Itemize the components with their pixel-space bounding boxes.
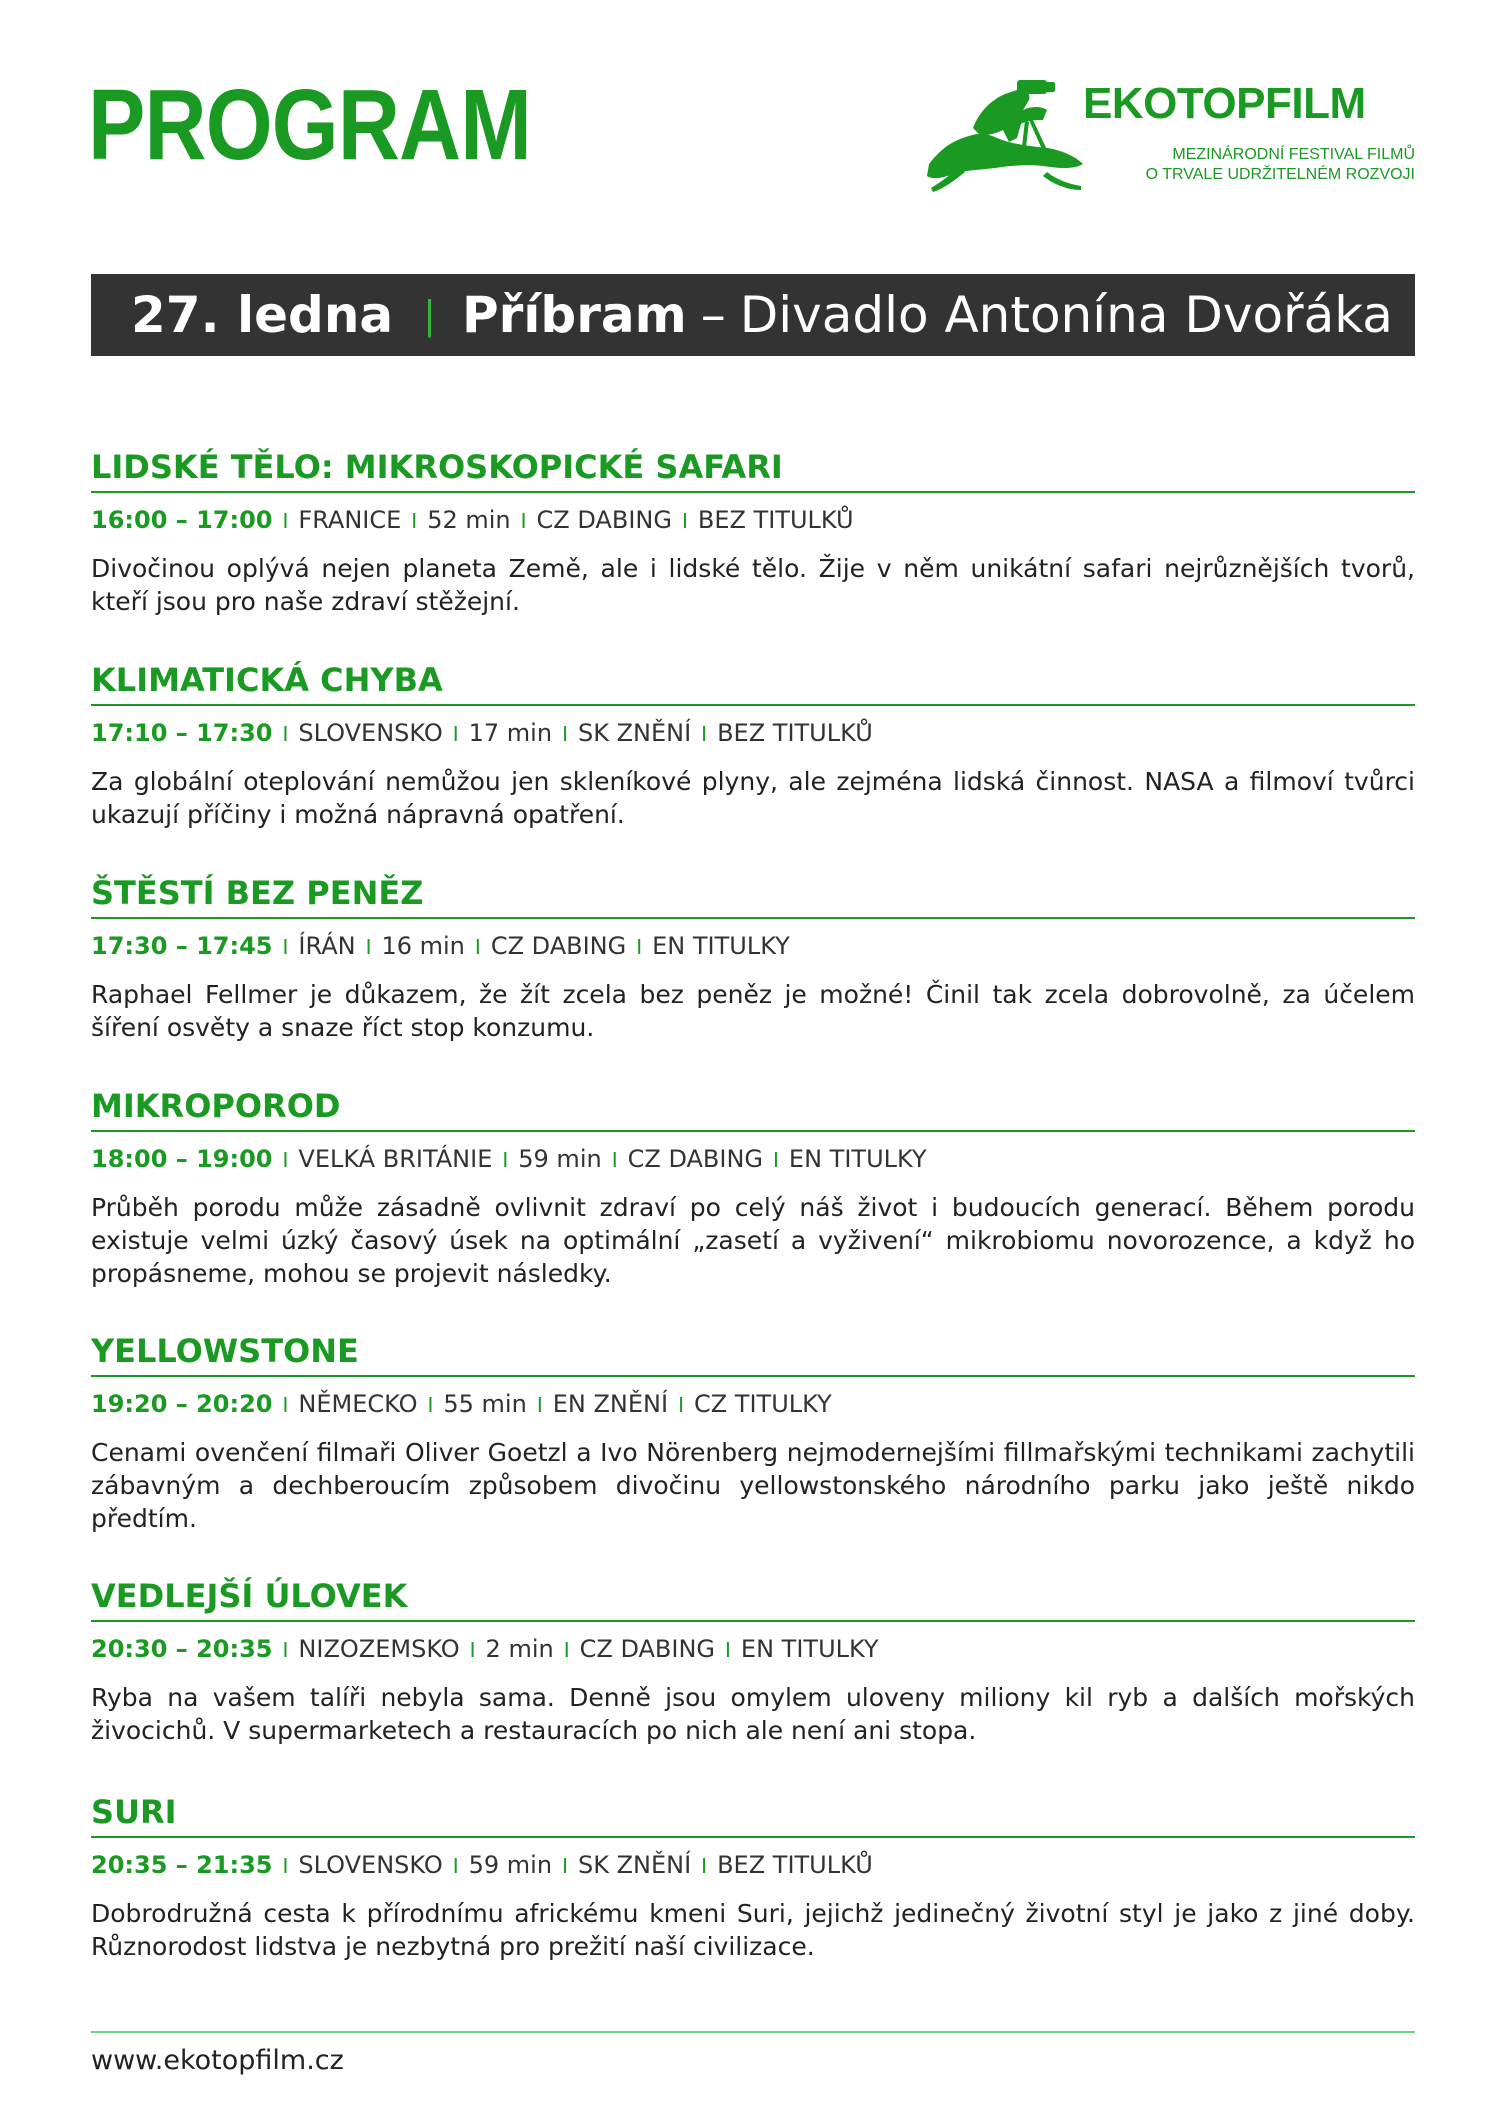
film-description: Ryba na vašem talíři nebyla sama. Denně jsou omylem uloveny miliony kil ryb a dalších mořských živocichů. V supermarketech a restauracích po nich ale není ani stopa. — [91, 1683, 1415, 1745]
event-city: Příbram — [461, 286, 687, 344]
film-language: EN ZNĚNÍ — [552, 1390, 669, 1418]
film-meta — [91, 1632, 1415, 1667]
ekotopfilm-logo — [925, 76, 1415, 201]
meta-separator: I — [411, 509, 418, 533]
meta-separator: I — [282, 509, 289, 533]
banner-divider: | — [423, 293, 436, 337]
film-duration: 59 min — [468, 1851, 553, 1879]
event-date: 27. ledna — [131, 286, 394, 344]
film-language: CZ DABING — [536, 506, 672, 534]
film-time: 16:00 – 17:00 — [91, 506, 273, 534]
logo-name: EKOTOPFILM — [1083, 79, 1366, 128]
banner-dash: – — [700, 286, 726, 344]
meta-separator: I — [611, 1148, 618, 1172]
meta-separator: I — [562, 722, 568, 746]
film-title: VEDLEJŠÍ ÚLOVEK — [91, 1574, 1415, 1622]
film-country: NĚMECKO — [298, 1390, 418, 1418]
film-meta — [91, 1142, 1415, 1177]
event-venue: Divadlo Antonína Dvořáka — [739, 286, 1393, 344]
film-subtitles: CZ TITULKY — [693, 1390, 832, 1418]
meta-separator: I — [469, 1638, 476, 1662]
meta-separator: I — [636, 935, 643, 959]
film-title: LIDSKÉ TĚLO: MIKROSKOPICKÉ SAFARI — [91, 445, 1415, 493]
film-subtitles: BEZ TITULKŮ — [717, 1851, 873, 1879]
footer-divider — [91, 2031, 1415, 2033]
film-language: CZ DABING — [627, 1145, 764, 1173]
film-language: CZ DABING — [579, 1635, 716, 1663]
film-language: SK ZNĚNÍ — [577, 1851, 692, 1879]
film-title: SURI — [91, 1790, 1415, 1838]
film-time: 19:20 – 20:20 — [91, 1390, 273, 1418]
meta-separator: I — [520, 509, 527, 533]
film-description: Průběh porodu může zásadně ovlivnit zdraví po celý náš život i budoucích generací. Během porodu existuje velmi úzký časový úsek na optimální „zasetí a vyživení“ mikrobiomu novorozence, a když ho propásneme, mohou se projevit následky. — [91, 1193, 1415, 1288]
film-description: Dobrodružná cesta k přírodnímu africkému kmeni Suri, jejichž jedinečný životní styl je jako z jiné doby. Různorodost lidstva je nezbytná pro prežití naší civilizace. — [91, 1899, 1415, 1961]
meta-separator: I — [282, 722, 289, 746]
meta-separator: I — [427, 1393, 434, 1417]
film-description: Divočinou oplývá nejen planeta Země, ale i lidské tělo. Žije v něm unikátní safari nejrůznějších tvorů, kteří jsou pro naše zdraví stěžejní. — [91, 554, 1415, 616]
film-country: SLOVENSKO — [298, 1851, 443, 1879]
meta-separator: I — [502, 1148, 509, 1172]
meta-separator: I — [282, 1148, 289, 1172]
meta-separator: I — [536, 1393, 543, 1417]
meta-separator: I — [282, 1393, 289, 1417]
film-country: NIZOZEMSKO — [298, 1635, 460, 1663]
meta-separator: I — [452, 722, 459, 746]
footer-url-link[interactable]: www.ekotopfilm.cz — [91, 2045, 344, 2076]
film-duration: 52 min — [427, 506, 511, 534]
logo-subtitle-line1: MEZINÁRODNÍ FESTIVAL FILMŮ — [1172, 146, 1415, 163]
meta-separator: I — [725, 1638, 731, 1662]
film-country: VELKÁ BRITÁNIE — [298, 1145, 493, 1173]
meta-separator: I — [562, 1854, 568, 1878]
film-meta — [91, 503, 1415, 538]
meta-separator: I — [282, 1638, 289, 1662]
film-entry — [91, 1329, 1415, 1535]
film-language: SK ZNĚNÍ — [577, 719, 692, 747]
film-title: KLIMATICKÁ CHYBA — [91, 658, 1415, 706]
film-title: MIKROPOROD — [91, 1084, 1415, 1132]
film-duration: 55 min — [443, 1390, 527, 1418]
film-meta — [91, 1387, 1415, 1422]
meta-separator: I — [282, 1854, 289, 1878]
film-entry — [91, 1084, 1415, 1290]
film-entry — [91, 871, 1415, 1044]
meta-separator: I — [563, 1638, 570, 1662]
film-subtitles: BEZ TITULKŮ — [717, 719, 873, 747]
logo-subtitle-line2: O TRVALE UDRŽITELNÉM ROZVOJI — [1145, 166, 1415, 183]
meta-separator: I — [681, 509, 688, 533]
film-subtitles: EN TITULKY — [788, 1145, 927, 1173]
film-meta — [91, 1848, 1415, 1883]
film-title: YELLOWSTONE — [91, 1329, 1415, 1377]
film-meta — [91, 716, 1415, 751]
meta-separator: I — [701, 1854, 708, 1878]
event-banner — [91, 274, 1415, 356]
film-country: SLOVENSKO — [298, 719, 443, 747]
meta-separator: I — [474, 935, 481, 959]
film-subtitles: BEZ TITULKŮ — [697, 506, 854, 534]
film-subtitles: EN TITULKY — [740, 1635, 879, 1663]
meta-separator: I — [365, 935, 372, 959]
film-entry — [91, 1574, 1415, 1747]
film-subtitles: EN TITULKY — [652, 932, 790, 960]
meta-separator: I — [678, 1393, 684, 1417]
meta-separator: I — [282, 935, 289, 959]
film-country: ÍRÁN — [298, 932, 356, 960]
film-time: 17:10 – 17:30 — [91, 719, 273, 747]
page-title: PROGRAM — [88, 69, 532, 181]
film-duration: 17 min — [468, 719, 553, 747]
meta-separator: I — [701, 722, 708, 746]
film-description: Cenami ovenčení filmaři Oliver Goetzl a Ivo Nörenberg nejmodernejšími fillmařskými technikami zachytili zábavným a dechberoucím způsobem divočinu yellowstonského národního parku jako ještě nikdo předtím. — [91, 1438, 1415, 1533]
film-entry — [91, 658, 1415, 831]
film-country: FRANICE — [298, 506, 402, 534]
film-time: 20:30 – 20:35 — [91, 1635, 273, 1663]
film-language: CZ DABING — [490, 932, 627, 960]
film-duration: 16 min — [381, 932, 465, 960]
film-description: Za globální oteplování nemůžou jen skleníkové plyny, ale zejména lidská činnost. NASA a filmoví tvůrci ukazují příčiny i možná nápravná opatření. — [91, 767, 1415, 829]
cameraman-logo-icon — [925, 76, 1085, 201]
film-entry — [91, 1790, 1415, 1963]
film-meta — [91, 929, 1415, 964]
film-entry — [91, 445, 1415, 618]
film-duration: 59 min — [518, 1145, 602, 1173]
film-time: 20:35 – 21:35 — [91, 1851, 273, 1879]
film-title: ŠTĚSTÍ BEZ PENĚZ — [91, 871, 1415, 919]
film-time: 18:00 – 19:00 — [91, 1145, 273, 1173]
film-description: Raphael Fellmer je důkazem, že žít zcela bez peněz je možné! Činil tak zcela dobrovolně, za účelem šíření osvěty a snaze říct stop konzumu. — [91, 980, 1415, 1042]
film-duration: 2 min — [485, 1635, 554, 1663]
film-time: 17:30 – 17:45 — [91, 932, 273, 960]
meta-separator: I — [452, 1854, 459, 1878]
meta-separator: I — [773, 1148, 779, 1172]
